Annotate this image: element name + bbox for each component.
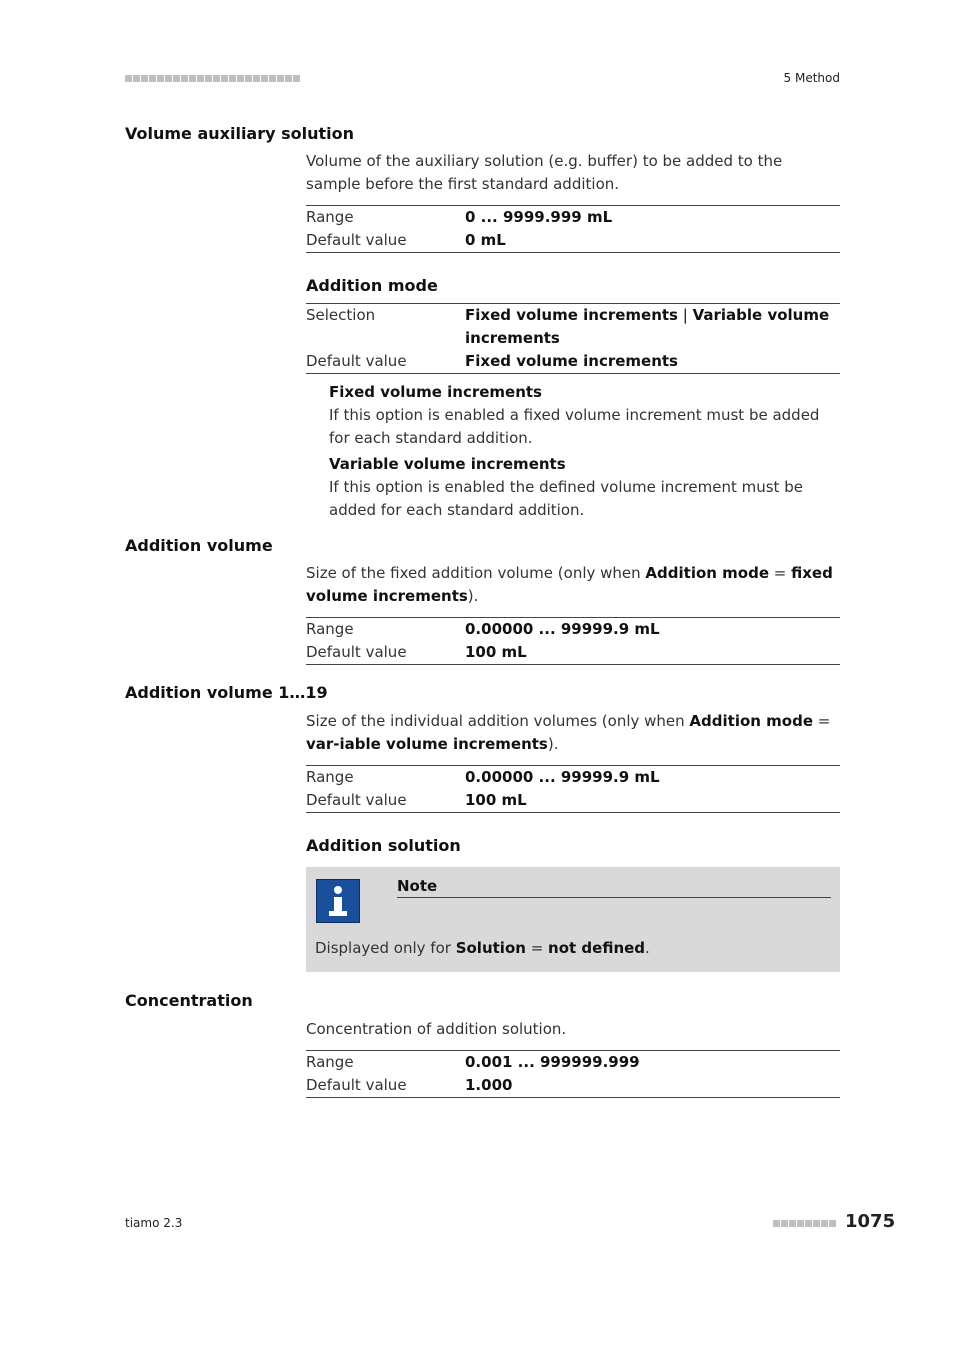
note-title: Note xyxy=(397,877,831,898)
selection-label: Selection xyxy=(306,306,376,324)
note-equals: = xyxy=(525,939,549,957)
desc-equals: = xyxy=(813,712,831,730)
default-value: 0 mL xyxy=(465,231,506,249)
desc-end: ). xyxy=(467,587,479,605)
section-title-addition-solution: Addition solution xyxy=(306,836,461,855)
desc-param: Addition mode xyxy=(689,712,814,730)
note-text-start: Displayed only for xyxy=(315,939,456,957)
option-fixed-volume-increments xyxy=(329,381,839,450)
parameter-table xyxy=(306,303,840,374)
selection-row xyxy=(306,304,840,350)
section-description xyxy=(306,710,840,756)
note-box xyxy=(306,867,840,972)
option-title: Fixed volume increments xyxy=(329,383,542,401)
desc-text: Size of the fixed addition volume (only when xyxy=(306,564,646,582)
range-value: 0 ... 9999.999 mL xyxy=(465,208,613,226)
desc-end: ). xyxy=(547,735,559,753)
range-label: Range xyxy=(306,620,354,638)
desc-text: Size of the individual addition volumes (only when xyxy=(306,712,690,730)
desc-value: fixed volume increments xyxy=(306,564,833,605)
selection-option-fixed: Fixed volume increments xyxy=(465,306,678,324)
option-description: If this option is enabled the defined volume increment must be added for each standard addition. xyxy=(329,478,803,519)
section-description: Concentration of addition solution. xyxy=(306,1020,567,1038)
default-row xyxy=(306,641,840,664)
chapter-title: 5 Method xyxy=(783,71,840,85)
default-value: 100 mL xyxy=(465,643,527,661)
selection-option-variable: Variable volume increments xyxy=(465,306,830,347)
section-description xyxy=(306,562,840,608)
page-number: 1075 xyxy=(845,1211,896,1232)
section-description: Volume of the auxiliary solution (e.g. buffer) to be added to the sample before the first standard addition. xyxy=(306,152,783,193)
section-title-addition-mode: Addition mode xyxy=(306,276,438,295)
desc-param: Addition mode xyxy=(645,564,770,582)
note-text xyxy=(315,939,650,957)
option-description: If this option is enabled a fixed volume increment must be added for each standard addition. xyxy=(329,406,820,447)
default-label: Default value xyxy=(306,643,407,661)
range-row xyxy=(306,1051,840,1074)
range-row xyxy=(306,206,840,229)
range-label: Range xyxy=(306,208,354,226)
option-variable-volume-increments xyxy=(329,453,839,522)
header-decoration xyxy=(125,75,300,82)
parameter-table xyxy=(306,617,840,665)
selection-separator: | xyxy=(678,306,693,324)
desc-equals: = xyxy=(769,564,792,582)
default-label: Default value xyxy=(306,231,407,249)
default-row xyxy=(306,229,840,252)
default-row xyxy=(306,789,840,812)
range-row xyxy=(306,766,840,789)
default-label: Default value xyxy=(306,791,407,809)
product-name: tiamo 2.3 xyxy=(125,1216,183,1230)
section-title-concentration: Concentration xyxy=(125,991,253,1010)
range-label: Range xyxy=(306,1053,354,1071)
section-title-addition-volume: Addition volume xyxy=(125,536,273,555)
parameter-table xyxy=(306,765,840,813)
section-title-addition-volume-1-19: Addition volume 1…19 xyxy=(125,683,328,702)
default-value: Fixed volume increments xyxy=(465,352,678,370)
default-row xyxy=(306,350,840,373)
default-value: 100 mL xyxy=(465,791,527,809)
note-value: not defined xyxy=(548,939,646,957)
default-row xyxy=(306,1074,840,1097)
range-row xyxy=(306,618,840,641)
range-value: 0.00000 ... 99999.9 mL xyxy=(465,768,660,786)
desc-value: var-iable volume increments xyxy=(306,735,548,753)
option-title: Variable volume increments xyxy=(329,455,566,473)
note-param: Solution xyxy=(455,939,526,957)
default-label: Default value xyxy=(306,352,407,370)
parameter-table xyxy=(306,1050,840,1098)
default-label: Default value xyxy=(306,1076,407,1094)
range-value: 0.00000 ... 99999.9 mL xyxy=(465,620,660,638)
parameter-table xyxy=(306,205,840,253)
selection-value xyxy=(465,304,840,350)
section-title-volume-auxiliary-solution: Volume auxiliary solution xyxy=(125,124,355,143)
default-value: 1.000 xyxy=(465,1076,513,1094)
info-icon xyxy=(316,879,360,923)
footer-decoration xyxy=(773,1220,836,1227)
note-text-end: . xyxy=(645,939,650,957)
range-value: 0.001 ... 999999.999 xyxy=(465,1053,640,1071)
range-label: Range xyxy=(306,768,354,786)
